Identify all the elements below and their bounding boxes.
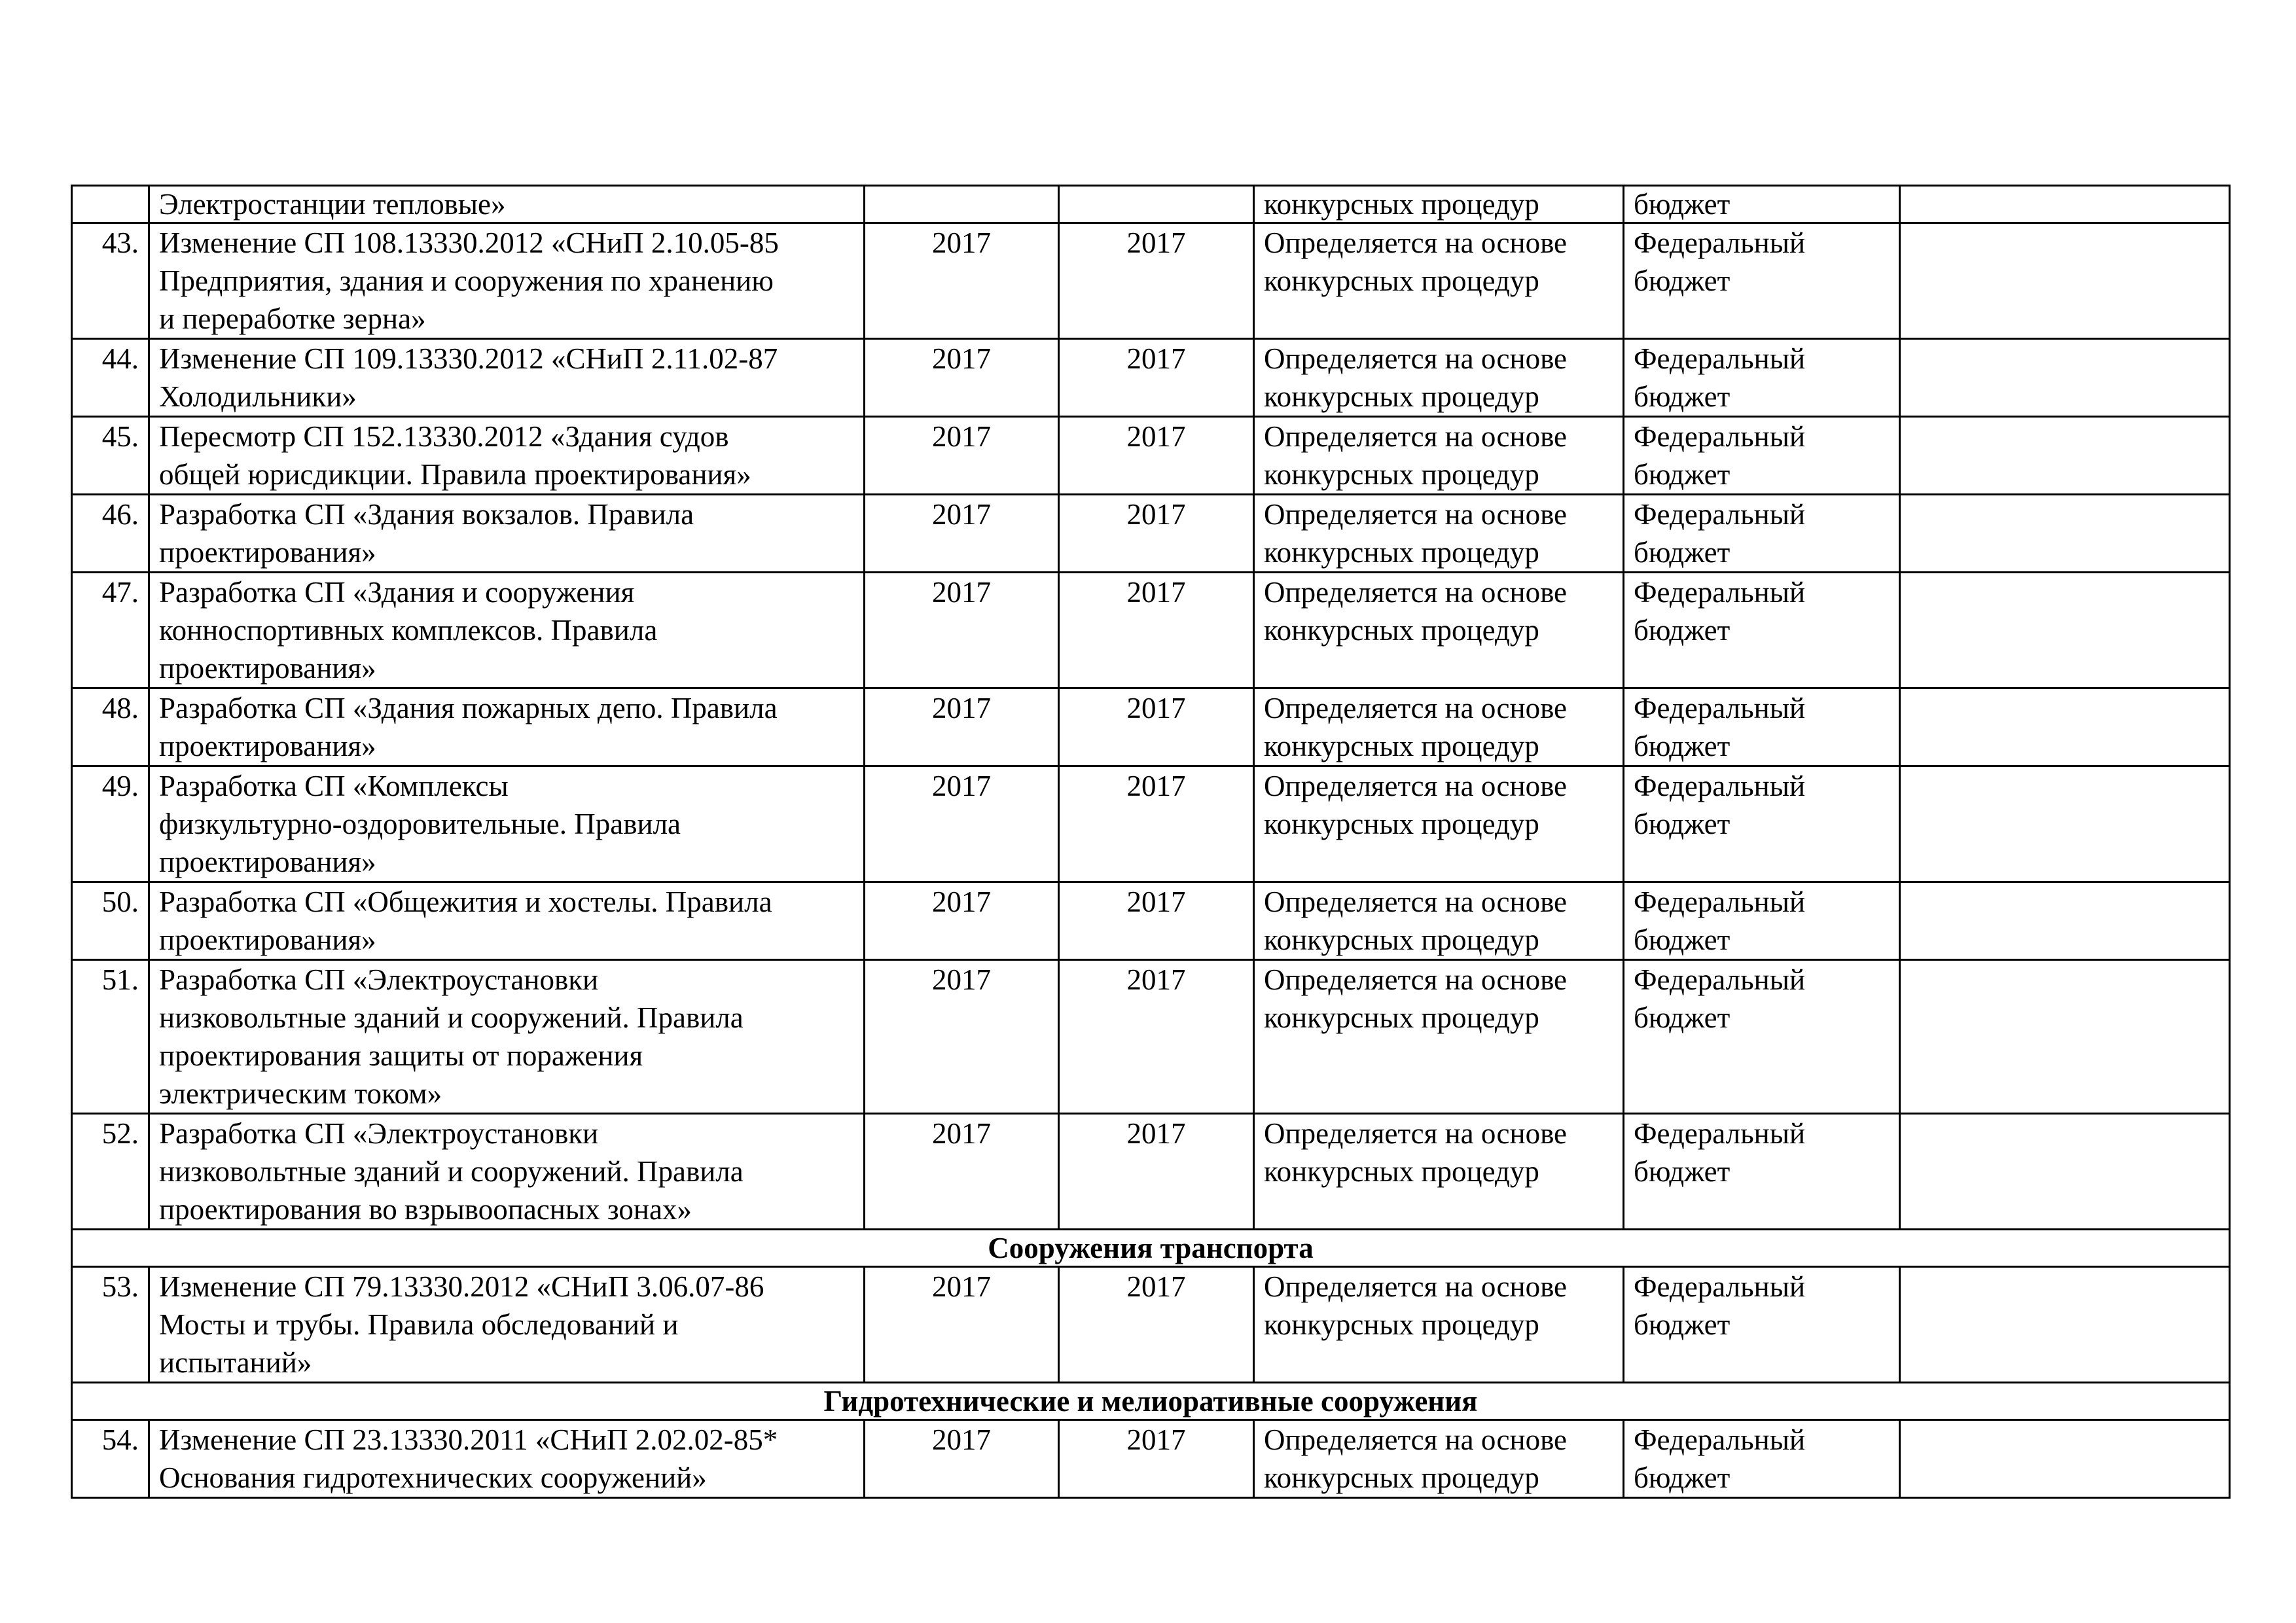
cell-line: Разработка СП «Электроустановки [159, 963, 599, 996]
cell-line: бюджет [1634, 536, 1731, 569]
cell-line: Пересмотр СП 152.13330.2012 «Здания судов [159, 420, 729, 453]
cell-name [149, 1420, 865, 1498]
cell-source: бюджет [1624, 186, 1900, 223]
cell-line: бюджет [1634, 808, 1731, 840]
cell-source [1624, 417, 1900, 495]
cell-line: Федеральный [1634, 576, 1806, 609]
cell-line: конкурсных процедур [1264, 1308, 1539, 1341]
table-row [72, 417, 2230, 495]
cell-line: испытаний» [159, 1346, 312, 1379]
cell-line: Определяется на основе [1264, 885, 1568, 918]
cell-line: Определяется на основе [1264, 342, 1568, 375]
cell-number: 54. [72, 1420, 149, 1498]
cell-name [149, 1267, 865, 1383]
cell-line: конкурсных процедур [1264, 1001, 1539, 1034]
cell-note [1900, 1267, 2230, 1383]
cell-line: Разработка СП «Здания и сооружения [159, 576, 635, 609]
cell-source [1624, 223, 1900, 339]
cell-financing [1254, 960, 1624, 1114]
cell-line: Определяется на основе [1264, 226, 1568, 259]
cell-line: проектирования» [159, 846, 376, 878]
cell-line: Изменение СП 108.13330.2012 «СНиП 2.10.05-85 [159, 226, 779, 259]
cell-source [1624, 882, 1900, 960]
cell-line: и переработке зерна» [159, 302, 426, 335]
cell-line: низковольтные зданий и сооружений. Правила [159, 1001, 744, 1034]
table-row [72, 223, 2230, 339]
cell-start-year [865, 186, 1059, 223]
cell-start-year: 2017 [865, 882, 1059, 960]
cell-line: конкурсных процедур [1264, 923, 1539, 956]
cell-end-year: 2017 [1059, 1267, 1254, 1383]
table-row [72, 573, 2230, 688]
cell-financing [1254, 688, 1624, 766]
cell-end-year: 2017 [1059, 223, 1254, 339]
cell-line: Мосты и трубы. Правила обследований и [159, 1308, 679, 1341]
cell-line: проектирования защиты от поражения [159, 1039, 643, 1072]
cell-financing: конкурсных процедур [1254, 186, 1624, 223]
cell-end-year: 2017 [1059, 495, 1254, 573]
cell-source [1624, 1420, 1900, 1498]
cell-line: бюджет [1634, 1308, 1731, 1341]
cell-line: бюджет [1634, 923, 1731, 956]
cell-number: 51. [72, 960, 149, 1114]
cell-line: Разработка СП «Комплексы [159, 770, 509, 802]
table-row [72, 960, 2230, 1114]
cell-start-year: 2017 [865, 1114, 1059, 1230]
table-row [72, 882, 2230, 960]
cell-financing [1254, 339, 1624, 417]
cell-line: бюджет [1634, 730, 1731, 762]
cell-name [149, 495, 865, 573]
table-row [72, 1420, 2230, 1498]
table-row [72, 339, 2230, 417]
cell-financing [1254, 1420, 1624, 1498]
cell-name [149, 960, 865, 1114]
cell-line: Федеральный [1634, 885, 1806, 918]
cell-name [149, 1114, 865, 1230]
cell-start-year: 2017 [865, 960, 1059, 1114]
cell-line: Определяется на основе [1264, 498, 1568, 531]
section-heading-row [72, 1230, 2230, 1267]
cell-line: Разработка СП «Здания пожарных депо. Правила [159, 692, 778, 724]
cell-note [1900, 223, 2230, 339]
cell-line: Федеральный [1634, 420, 1806, 453]
cell-line: конкурсных процедур [1264, 264, 1539, 297]
cell-line: бюджет [1634, 614, 1731, 647]
cell-line: Федеральный [1634, 963, 1806, 996]
cell-line: Федеральный [1634, 770, 1806, 802]
cell-number: 46. [72, 495, 149, 573]
cell-end-year: 2017 [1059, 573, 1254, 688]
table-row [72, 1114, 2230, 1230]
section-heading: Гидротехнические и мелиоративные сооружения [72, 1383, 2230, 1420]
cell-line: низковольтные зданий и сооружений. Правила [159, 1155, 744, 1188]
cell-source [1624, 1267, 1900, 1383]
cell-note [1900, 573, 2230, 688]
cell-end-year: 2017 [1059, 688, 1254, 766]
cell-line: конкурсных процедур [1264, 730, 1539, 762]
cell-name [149, 882, 865, 960]
cell-line: бюджет [1634, 1001, 1731, 1034]
cell-note [1900, 417, 2230, 495]
cell-start-year: 2017 [865, 766, 1059, 882]
cell-line: Федеральный [1634, 1117, 1806, 1150]
cell-line: электрическим током» [159, 1077, 442, 1110]
cell-line: проектирования» [159, 652, 376, 685]
cell-line: Основания гидротехнических сооружений» [159, 1461, 707, 1494]
cell-source [1624, 339, 1900, 417]
cell-source [1624, 495, 1900, 573]
cell-financing [1254, 766, 1624, 882]
cell-line: проектирования во взрывоопасных зонах» [159, 1193, 692, 1226]
document-table [71, 185, 2231, 1499]
cell-line: проектирования» [159, 536, 376, 569]
cell-line: Определяется на основе [1264, 420, 1568, 453]
cell-start-year: 2017 [865, 573, 1059, 688]
cell-line: Федеральный [1634, 692, 1806, 724]
cell-note [1900, 495, 2230, 573]
cell-line: Определяется на основе [1264, 963, 1568, 996]
cell-line: конкурсных процедур [1264, 1155, 1539, 1188]
cell-line: Определяется на основе [1264, 770, 1568, 802]
cell-line: Определяется на основе [1264, 692, 1568, 724]
cell-source [1624, 1114, 1900, 1230]
cell-name [149, 417, 865, 495]
cell-name [149, 766, 865, 882]
cell-source [1624, 688, 1900, 766]
cell-line: физкультурно-оздоровительные. Правила [159, 808, 681, 840]
cell-line: общей юрисдикции. Правила проектирования» [159, 458, 751, 491]
cell-end-year: 2017 [1059, 339, 1254, 417]
cell-line: бюджет [1634, 380, 1731, 413]
cell-line: Разработка СП «Электроустановки [159, 1117, 599, 1150]
cell-financing [1254, 1267, 1624, 1383]
cell-financing [1254, 1114, 1624, 1230]
table-row [72, 495, 2230, 573]
cell-line: бюджет [1634, 1155, 1731, 1188]
cell-end-year: 2017 [1059, 960, 1254, 1114]
cell-line: проектирования» [159, 730, 376, 762]
cell-note [1900, 882, 2230, 960]
cell-line: Холодильники» [159, 380, 357, 413]
cell-end-year: 2017 [1059, 882, 1254, 960]
cell-line: Федеральный [1634, 1270, 1806, 1303]
cell-number: 52. [72, 1114, 149, 1230]
cell-note [1900, 1420, 2230, 1498]
cell-name: Электростанции тепловые» [149, 186, 865, 223]
cell-number: 47. [72, 573, 149, 688]
table-body [72, 186, 2230, 1498]
cell-number: 43. [72, 223, 149, 339]
cell-line: Федеральный [1634, 1423, 1806, 1456]
cell-line: конкурсных процедур [1264, 808, 1539, 840]
cell-number [72, 186, 149, 223]
cell-number: 44. [72, 339, 149, 417]
cell-source [1624, 573, 1900, 688]
cell-start-year: 2017 [865, 223, 1059, 339]
cell-number: 48. [72, 688, 149, 766]
cell-start-year: 2017 [865, 688, 1059, 766]
cell-line: Определяется на основе [1264, 1117, 1568, 1150]
cell-name [149, 223, 865, 339]
cell-financing [1254, 223, 1624, 339]
cell-line: Изменение СП 23.13330.2011 «СНиП 2.02.02-85* [159, 1423, 778, 1456]
cell-line: Разработка СП «Здания вокзалов. Правила [159, 498, 694, 531]
cell-name [149, 688, 865, 766]
cell-line: Определяется на основе [1264, 1270, 1568, 1303]
cell-line: конноспортивных комплексов. Правила [159, 614, 658, 647]
cell-number: 50. [72, 882, 149, 960]
cell-end-year: 2017 [1059, 417, 1254, 495]
cell-start-year: 2017 [865, 339, 1059, 417]
cell-end-year: 2017 [1059, 1114, 1254, 1230]
cell-number: 53. [72, 1267, 149, 1383]
cell-note [1900, 688, 2230, 766]
cell-name [149, 339, 865, 417]
table-row [72, 688, 2230, 766]
table-row [72, 1267, 2230, 1383]
cell-start-year: 2017 [865, 1420, 1059, 1498]
cell-line: Определяется на основе [1264, 1423, 1568, 1456]
section-heading: Сооружения транспорта [72, 1230, 2230, 1267]
cell-end-year: 2017 [1059, 766, 1254, 882]
cell-number: 49. [72, 766, 149, 882]
table-row [72, 186, 2230, 223]
cell-source [1624, 766, 1900, 882]
cell-note [1900, 766, 2230, 882]
cell-financing [1254, 495, 1624, 573]
cell-line: конкурсных процедур [1264, 1461, 1539, 1494]
cell-note [1900, 339, 2230, 417]
cell-line: конкурсных процедур [1264, 380, 1539, 413]
cell-end-year: 2017 [1059, 1420, 1254, 1498]
cell-start-year: 2017 [865, 495, 1059, 573]
section-heading-row [72, 1383, 2230, 1420]
cell-line: бюджет [1634, 458, 1731, 491]
table-row [72, 766, 2230, 882]
cell-line: конкурсных процедур [1264, 614, 1539, 647]
cell-financing [1254, 417, 1624, 495]
cell-line: бюджет [1634, 264, 1731, 297]
cell-line: бюджет [1634, 1461, 1731, 1494]
cell-line: конкурсных процедур [1264, 458, 1539, 491]
cell-line: Федеральный [1634, 498, 1806, 531]
cell-note [1900, 1114, 2230, 1230]
cell-note [1900, 186, 2230, 223]
cell-start-year: 2017 [865, 417, 1059, 495]
cell-source [1624, 960, 1900, 1114]
cell-line: проектирования» [159, 923, 376, 956]
cell-number: 45. [72, 417, 149, 495]
cell-financing [1254, 573, 1624, 688]
cell-name [149, 573, 865, 688]
cell-end-year [1059, 186, 1254, 223]
cell-line: Федеральный [1634, 226, 1806, 259]
cell-line: Изменение СП 109.13330.2012 «СНиП 2.11.02-87 [159, 342, 778, 375]
cell-note [1900, 960, 2230, 1114]
cell-financing [1254, 882, 1624, 960]
cell-line: Разработка СП «Общежития и хостелы. Правила [159, 885, 772, 918]
cell-line: Изменение СП 79.13330.2012 «СНиП 3.06.07-86 [159, 1270, 764, 1303]
cell-line: Федеральный [1634, 342, 1806, 375]
cell-line: Предприятия, здания и сооружения по хранению [159, 264, 774, 297]
cell-line: Определяется на основе [1264, 576, 1568, 609]
cell-start-year: 2017 [865, 1267, 1059, 1383]
cell-line: конкурсных процедур [1264, 536, 1539, 569]
